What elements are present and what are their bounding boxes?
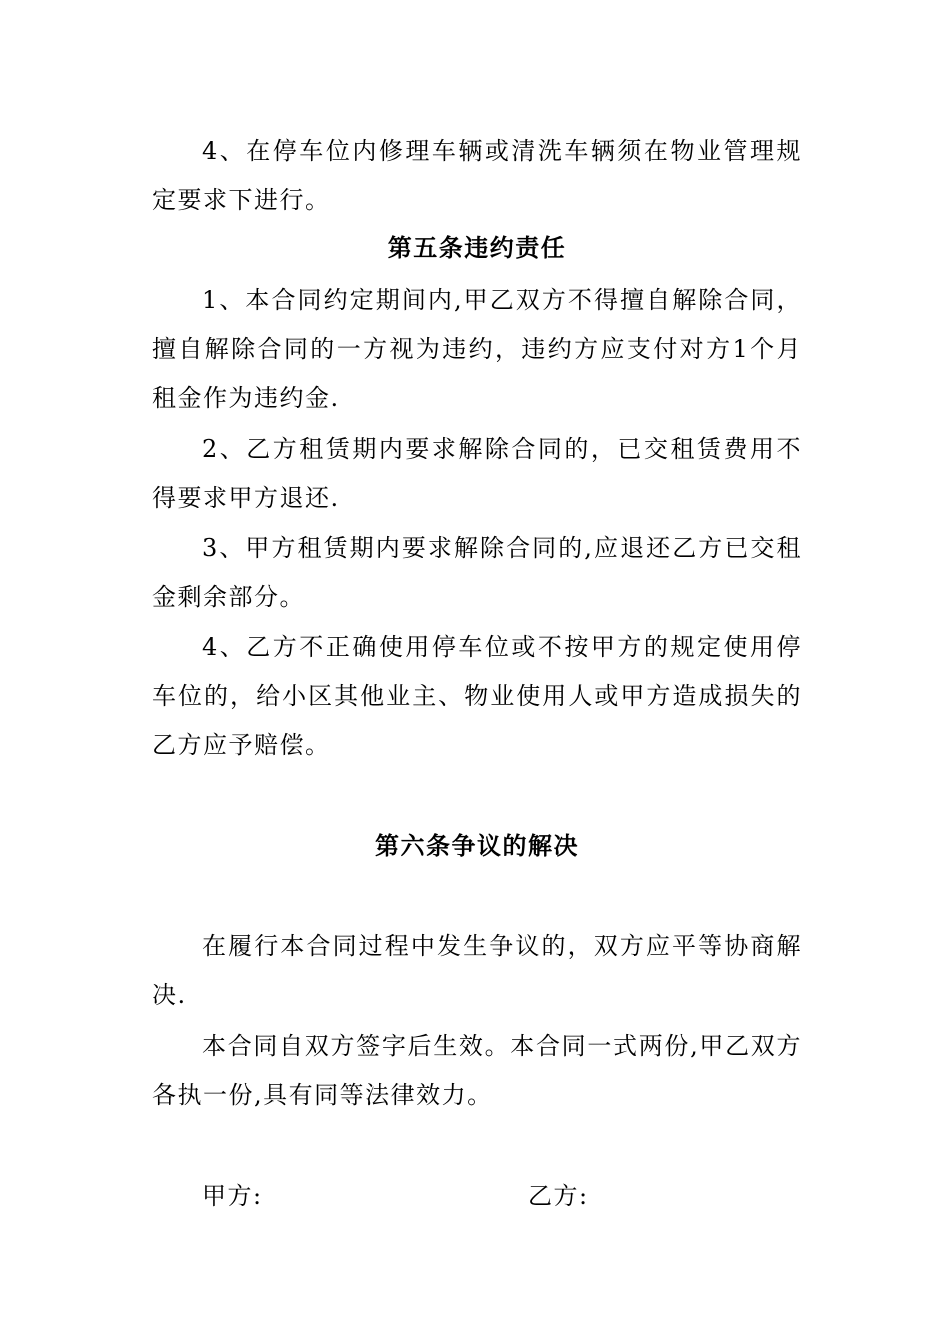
section5-item2: 2、乙方租赁期内要求解除合同的，已交租赁费用不得要求甲方退还. <box>152 435 802 512</box>
party-a-signature-label: 甲方: <box>202 1182 263 1210</box>
section6-paragraph-1: 在履行本合同过程中发生争议的，双方应平等协商解决. <box>152 932 802 1009</box>
section5-item1: 1、本合同约定期间内,甲乙双方不得擅自解除合同，擅自解除合同的一方视为违约，违约方应支付对方1个月租金作为违约金. <box>152 286 802 412</box>
section4-item4: 4、在停车位内修理车辆或清洗车辆须在物业管理规定要求下进行。 <box>152 137 802 214</box>
party-b-signature-label: 乙方: <box>528 1182 589 1210</box>
section6-paragraph-2: 本合同自双方签字后生效。本合同一式两份,甲乙双方各执一份,具有同等法律效力。 <box>152 1032 802 1109</box>
section5-item3: 3、甲方租赁期内要求解除合同的,应退还乙方已交租金剩余部分。 <box>152 534 802 611</box>
section6-title: 第六条争议的解决 <box>375 831 579 860</box>
section5-item4: 4、乙方不正确使用停车位或不按甲方的规定使用停车位的，给小区其他业主、物业使用人或甲方造成损失的乙方应予赔偿。 <box>152 633 802 759</box>
section5-title: 第五条违约责任 <box>387 233 567 262</box>
